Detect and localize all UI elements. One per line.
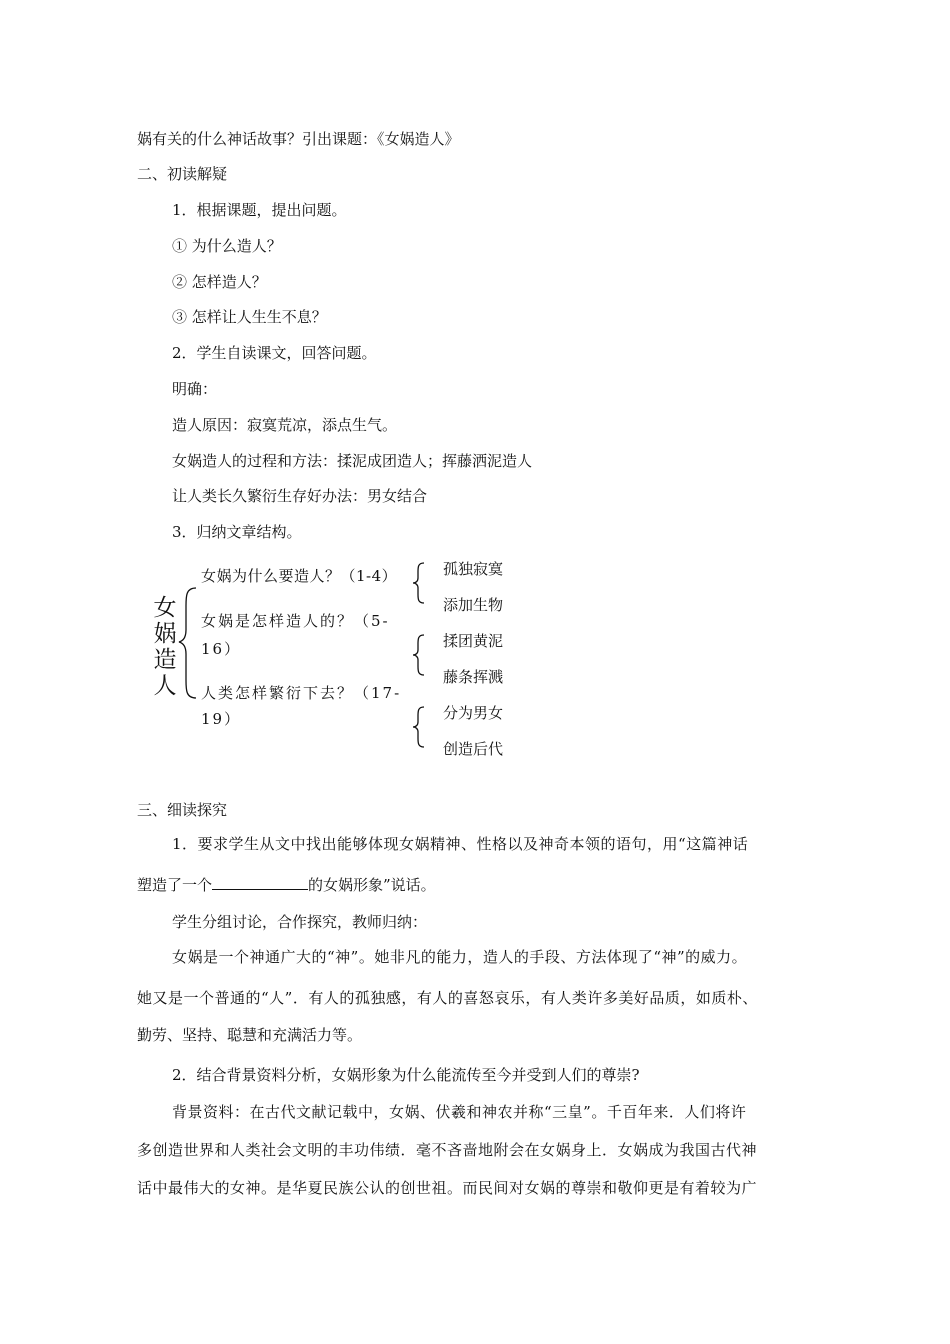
question-item: ① 为什么造人？ — [172, 237, 282, 255]
title-char: 造 — [153, 647, 177, 673]
text-line: 话中最伟大的女神。是华夏民族公认的创世祖。而民间对女娲的尊崇和敬仰更是有着较为广 — [137, 1179, 758, 1197]
question-item: ③ 怎样让人生生不息？ — [172, 308, 327, 326]
text-line: 2．学生自读课文，回答问题。 — [172, 344, 377, 362]
text-line: 女娲是一个神通广大的“神”。她非凡的能力，造人的手段、方法体现了“神”的威力。 — [172, 948, 748, 966]
title-char: 人 — [153, 673, 177, 699]
text-line: 2．结合背景资料分析，女娲形象为什么能流传至今并受到人们的尊崇? — [172, 1066, 640, 1084]
text-line: 让人类长久繁衍生存好办法：男女结合 — [172, 487, 428, 505]
text-segment: 塑造了一个 — [137, 876, 213, 894]
question-item: ② 怎样造人？ — [172, 273, 267, 291]
text-line: 多创造世界和人类社会文明的丰功伟绩．毫不吝啬地附会在女娲身上．女娲成为我国古代神 — [137, 1141, 758, 1159]
structure-answer: 藤条挥溅 — [443, 668, 504, 686]
text-line: 造人原因：寂寞荒凉，添点生气。 — [172, 416, 398, 434]
text-line: 3．归纳文章结构。 — [172, 523, 302, 541]
structure-question: 女娲是怎样造人的？（5- — [201, 612, 390, 630]
title-char: 娲 — [153, 621, 177, 647]
structure-answer: 创造后代 — [443, 740, 504, 758]
text-line: 1．要求学生从文中找出能够体现女娲精神、性格以及神奇本领的语句，用“这篇神话 — [172, 835, 749, 853]
text-line: 娲有关的什么神话故事？引出课题：《女娲造人》 — [137, 130, 460, 148]
main-brace — [179, 588, 196, 698]
structure-question: 女娲为什么要造人？（1-4） — [201, 567, 398, 585]
structure-answer: 孤独寂寞 — [443, 560, 504, 578]
section-heading: 二、初读解疑 — [137, 165, 228, 183]
answer-brace — [413, 635, 424, 675]
text-line: 背景资料：在古代文献记载中，女娲、伏羲和神农并称“三皇”。千百年来．人们将许 — [172, 1103, 747, 1121]
text-line: 1．根据课题，提出问题。 — [172, 201, 347, 219]
structure-question: 19） — [201, 710, 242, 728]
section-heading: 三、细读探究 — [137, 801, 228, 819]
structure-question: 16） — [201, 640, 242, 658]
text-line: 女娲造人的过程和方法：揉泥成团造人；挥藤洒泥造人 — [172, 452, 533, 470]
structure-question: 人类怎样繁衍下去？（17- — [201, 684, 402, 702]
answer-brace — [413, 707, 424, 747]
text-line: 明确： — [172, 380, 218, 398]
text-line: 学生分组讨论，合作探究，教师归纳： — [172, 913, 428, 931]
text-line — [137, 875, 436, 895]
diagram-title — [150, 595, 180, 699]
text-line: 勤劳、坚持、聪慧和充满活力等。 — [137, 1026, 363, 1044]
structure-answer: 添加生物 — [443, 596, 504, 614]
answer-brace — [413, 563, 424, 603]
title-char: 女 — [153, 595, 177, 621]
text-line: 她又是一个普通的“人”．有人的孤独感，有人的喜怒哀乐，有人类许多美好品质，如质朴、 — [137, 989, 758, 1007]
structure-answer: 揉团黄泥 — [443, 632, 504, 650]
text-segment: 的女娲形象”说话。 — [308, 876, 436, 894]
structure-answer: 分为男女 — [443, 704, 504, 722]
fill-blank — [212, 875, 308, 890]
